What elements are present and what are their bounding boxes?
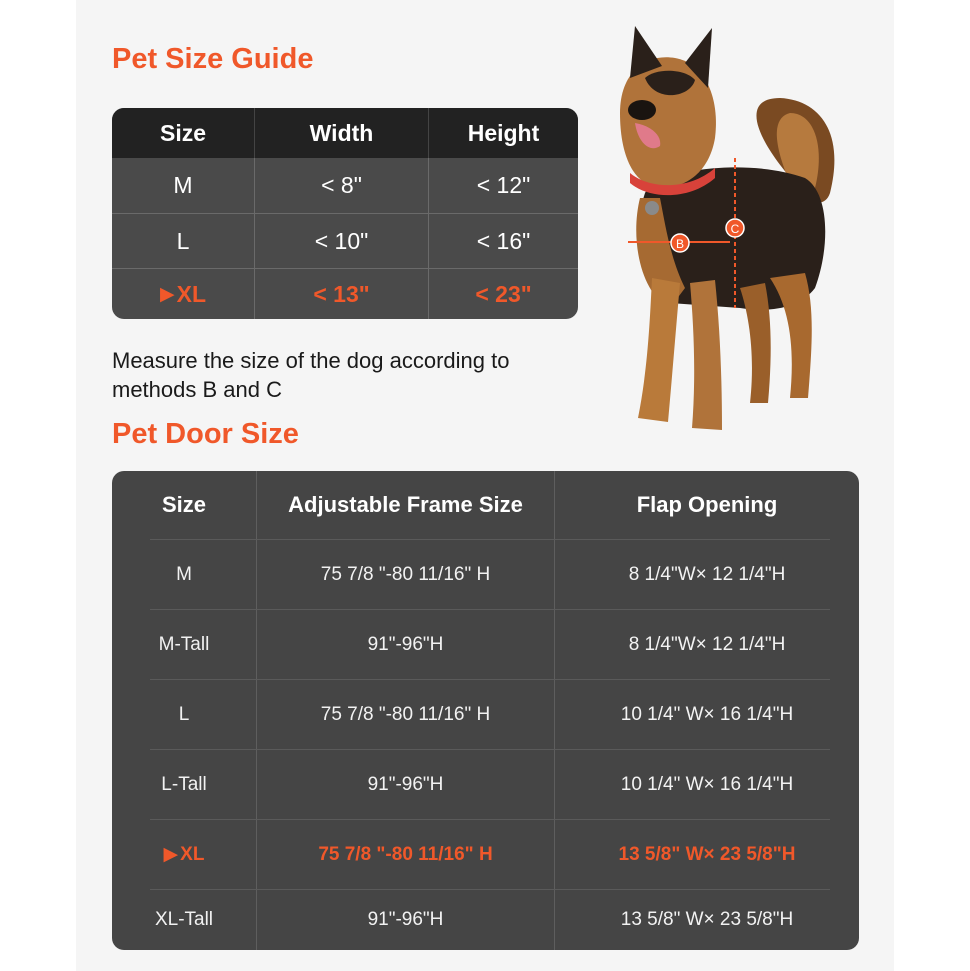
size-cell: L [176, 227, 190, 254]
size-guide-header-row [112, 108, 578, 158]
size-guide-title: Pet Size Guide [112, 43, 314, 75]
door-size-cell: L-Tall [161, 773, 207, 795]
size-cell: M [173, 172, 193, 198]
height-cell-highlighted: < 23" [428, 269, 578, 319]
door-row-m [112, 540, 859, 609]
door-row-l [112, 680, 859, 749]
door-row-xl-highlighted [112, 820, 859, 889]
door-row-xl-tall [112, 890, 859, 950]
size-guide-row-xl-highlighted [112, 269, 578, 319]
frame-size-cell: 75 7/8 "-80 11/16" H [256, 540, 554, 609]
door-size-cell: L [178, 703, 190, 725]
door-size-cell: M [176, 563, 192, 585]
door-header-flap: Flap Opening [554, 471, 859, 539]
frame-size-cell: 91"-96"H [256, 750, 554, 819]
size-guide-header-size: Size [159, 119, 207, 146]
width-cell-highlighted: < 13" [254, 269, 428, 319]
door-size-cell-highlighted [112, 820, 256, 889]
arrow-icon: ▶ [163, 844, 179, 865]
width-cell: < 10" [254, 214, 428, 268]
flap-opening-cell: 8 1/4"W× 12 1/4"H [554, 610, 859, 679]
door-size-cell: M-Tall [158, 633, 210, 655]
frame-size-cell-highlighted: 75 7/8 "-80 11/16" H [256, 820, 554, 889]
flap-opening-cell-highlighted: 13 5/8" W× 23 5/8"H [554, 820, 859, 889]
marker-b-label: B [675, 237, 685, 251]
width-cell: < 8" [254, 158, 428, 213]
dog-tag [645, 201, 659, 215]
door-size-header-row [112, 471, 859, 539]
measure-note: Measure the size of the dog according to methods B and C [112, 348, 510, 402]
height-cell: < 16" [428, 214, 578, 268]
dog-front-leg [638, 278, 680, 422]
flap-opening-cell: 10 1/4" W× 16 1/4"H [554, 680, 859, 749]
flap-opening-cell: 10 1/4" W× 16 1/4"H [554, 750, 859, 819]
size-guide-table [112, 108, 578, 319]
door-size-title: Pet Door Size [112, 418, 299, 450]
size-guide-header-height: Height [428, 108, 578, 158]
size-guide-header-width: Width [254, 108, 428, 158]
door-header-frame: Adjustable Frame Size [256, 471, 554, 539]
dog-illustration [590, 18, 860, 448]
frame-size-cell: 91"-96"H [256, 610, 554, 679]
size-label: XL [176, 280, 206, 307]
height-cell: < 12" [428, 158, 578, 213]
marker-c-label: C [730, 222, 740, 236]
flap-opening-cell: 8 1/4"W× 12 1/4"H [554, 540, 859, 609]
size-guide-row-l [112, 214, 578, 268]
arrow-icon: ▶ [159, 283, 175, 305]
size-label: XL [180, 843, 205, 865]
frame-size-cell: 75 7/8 "-80 11/16" H [256, 680, 554, 749]
door-row-m-tall [112, 610, 859, 679]
door-size-cell: XL-Tall [154, 909, 214, 930]
door-size-table [112, 471, 859, 950]
size-cell-highlighted [112, 269, 254, 319]
size-guide-row-m [112, 158, 578, 213]
door-row-l-tall [112, 750, 859, 819]
frame-size-cell: 91"-96"H [256, 890, 554, 950]
dog-hind-leg [740, 283, 771, 403]
dog-nose [628, 100, 656, 120]
door-header-size: Size [161, 492, 207, 517]
flap-opening-cell: 13 5/8" W× 23 5/8"H [554, 890, 859, 950]
